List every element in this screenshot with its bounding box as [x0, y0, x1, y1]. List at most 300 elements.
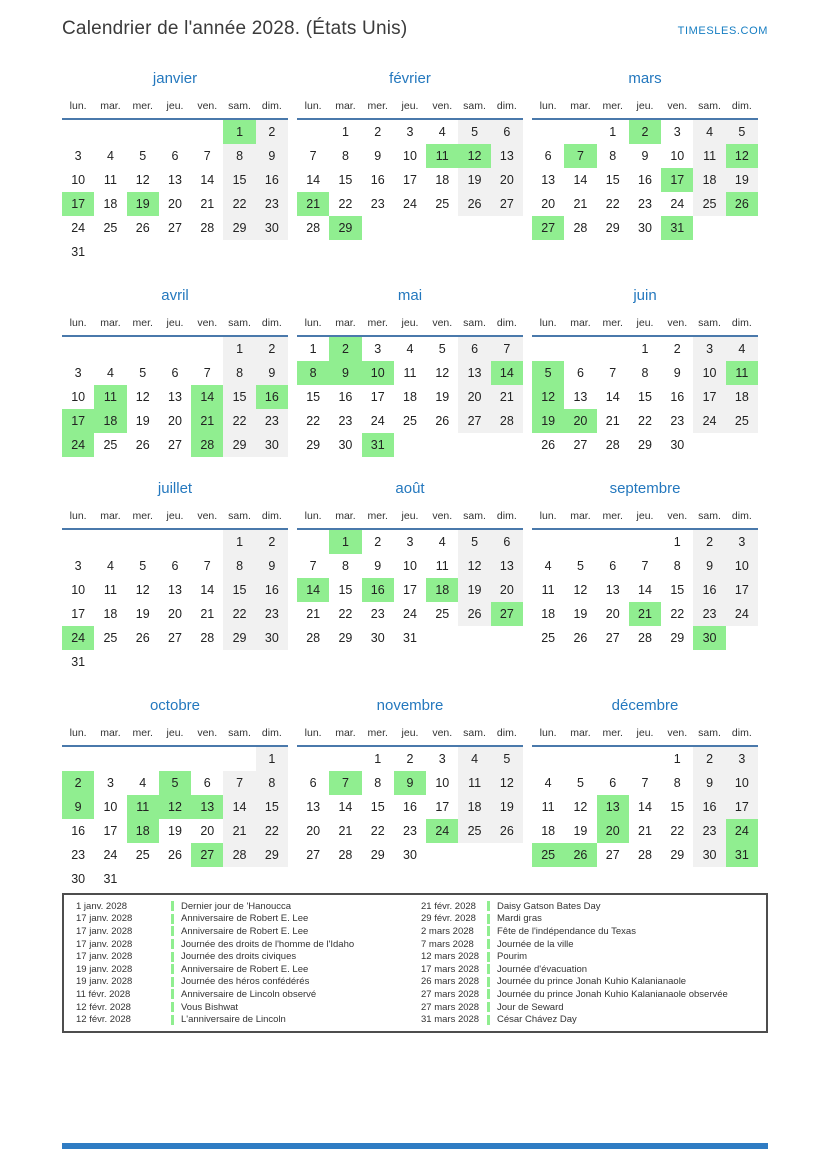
empty-cell — [532, 337, 564, 361]
day-cell: 19 — [135, 607, 150, 621]
day-cell: 23 — [256, 192, 288, 216]
day-cell: 25 — [435, 197, 450, 211]
empty-cell — [564, 337, 596, 361]
day-cell: 12 — [573, 800, 588, 814]
days-grid — [62, 120, 288, 264]
weekday-label: sam. — [463, 317, 486, 329]
weekday-label: sam. — [698, 727, 721, 739]
months-grid — [62, 70, 758, 891]
day-cell: 9 — [256, 144, 288, 168]
day-cell: 2 — [629, 120, 661, 144]
day-cell: 10 — [362, 361, 394, 385]
day-cell: 21 — [638, 824, 652, 838]
day-cell: 7 — [309, 149, 317, 163]
empty-cell — [532, 530, 564, 554]
day-cell: 30 — [71, 872, 86, 886]
day-cell: 24 — [693, 409, 725, 433]
weekday-label: dim. — [731, 100, 752, 112]
weekday-label: ven. — [667, 727, 688, 739]
legend-date: 17 janv. 2028 — [76, 913, 133, 925]
day-cell: 17 — [71, 607, 86, 621]
day-cell: 4 — [544, 559, 552, 573]
month-title: mars — [628, 70, 662, 87]
day-cell: 1 — [641, 342, 649, 356]
legend-row — [70, 925, 415, 938]
day-cell: 5 — [159, 771, 191, 795]
day-cell: 27 — [573, 438, 588, 452]
weekday-label: mar. — [335, 510, 356, 522]
day-cell: 10 — [670, 149, 685, 163]
legend-label: Anniversaire de Robert E. Lee — [181, 963, 309, 975]
day-cell: 7 — [609, 366, 617, 380]
day-cell: 29 — [306, 438, 321, 452]
day-cell: 4 — [458, 747, 490, 771]
day-cell: 29 — [370, 848, 385, 862]
day-cell: 5 — [139, 366, 147, 380]
weekday-label: dim. — [261, 317, 282, 329]
weekday-label: sam. — [698, 317, 721, 329]
day-cell: 5 — [458, 120, 490, 144]
legend-date: 19 janv. 2028 — [76, 976, 133, 988]
day-cell: 29 — [670, 848, 685, 862]
day-cell: 31 — [71, 655, 86, 669]
legend-date: 21 févr. 2028 — [421, 900, 476, 912]
day-cell: 16 — [670, 390, 685, 404]
day-cell: 23 — [403, 824, 417, 838]
weekday-label: ven. — [432, 317, 453, 329]
holiday-tick-icon — [487, 1015, 490, 1025]
day-cell: 16 — [370, 173, 385, 187]
day-cell: 24 — [403, 197, 417, 211]
day-cell: 17 — [726, 578, 758, 602]
weekday-label: lun. — [69, 100, 87, 112]
holiday-tick-icon — [171, 926, 174, 936]
day-cell: 13 — [168, 173, 182, 187]
weekday-label: jeu. — [636, 510, 654, 522]
day-cell: 18 — [458, 795, 490, 819]
weekday-label: jeu. — [401, 317, 419, 329]
weekday-label: mer. — [367, 100, 388, 112]
weekday-label: lun. — [539, 727, 557, 739]
weekday-label: sam. — [463, 100, 486, 112]
day-cell: 14 — [306, 173, 321, 187]
day-cell: 8 — [641, 366, 649, 380]
legend-row — [70, 963, 415, 976]
day-cell: 10 — [403, 559, 417, 573]
day-cell: 13 — [573, 390, 588, 404]
day-cell: 22 — [223, 192, 255, 216]
day-cell: 11 — [127, 795, 159, 819]
day-cell: 21 — [605, 414, 620, 428]
day-cell: 8 — [223, 361, 255, 385]
legend-date: 11 févr. 2028 — [76, 988, 131, 1000]
day-cell: 16 — [256, 168, 288, 192]
day-cell: 19 — [726, 168, 758, 192]
day-cell: 6 — [491, 530, 523, 554]
day-cell: 5 — [139, 559, 147, 573]
day-cell: 6 — [203, 776, 211, 790]
day-cell: 9 — [693, 554, 725, 578]
day-cell: 11 — [458, 771, 490, 795]
legend-label: Dernier jour de 'Hanoucca — [181, 900, 292, 912]
day-cell: 11 — [435, 559, 449, 573]
day-cell: 25 — [726, 409, 758, 433]
empty-cell — [532, 120, 564, 144]
day-cell: 3 — [726, 530, 758, 554]
legend-date: 12 mars 2028 — [421, 951, 480, 963]
day-cell: 21 — [491, 385, 523, 409]
holiday-tick-icon — [171, 939, 174, 949]
legend-label: Journée des droits civiques — [181, 951, 297, 963]
weekday-label: lun. — [69, 317, 87, 329]
weekday-label: jeu. — [401, 727, 419, 739]
day-cell: 20 — [200, 824, 215, 838]
day-cell: 10 — [403, 149, 417, 163]
month-title: janvier — [152, 70, 198, 87]
legend-date: 12 févr. 2028 — [76, 1001, 131, 1013]
day-cell: 28 — [491, 409, 523, 433]
weekday-label: mer. — [367, 317, 388, 329]
weekday-label: sam. — [698, 510, 721, 522]
day-cell: 1 — [223, 120, 255, 144]
day-cell: 27 — [168, 438, 182, 452]
day-cell: 3 — [106, 776, 114, 790]
legend-date: 2 mars 2028 — [421, 925, 474, 937]
empty-cell — [94, 747, 126, 771]
day-cell: 22 — [370, 824, 385, 838]
days-grid — [297, 120, 523, 240]
legend-label: Journée d'évacuation — [497, 963, 588, 975]
day-cell: 13 — [191, 795, 223, 819]
month-mai — [297, 287, 523, 457]
weekday-label: jeu. — [636, 317, 654, 329]
day-cell: 12 — [435, 366, 450, 380]
day-cell: 4 — [544, 776, 552, 790]
day-cell: 20 — [306, 824, 321, 838]
day-cell: 10 — [693, 361, 725, 385]
day-cell: 23 — [693, 602, 725, 626]
day-cell: 27 — [605, 631, 620, 645]
legend-label: Journée de la ville — [497, 938, 574, 950]
weekday-label: dim. — [496, 100, 517, 112]
day-cell: 3 — [406, 125, 414, 139]
day-cell: 18 — [541, 607, 556, 621]
day-cell: 24 — [71, 221, 86, 235]
days-grid — [532, 747, 758, 867]
day-cell: 3 — [74, 559, 82, 573]
day-cell: 26 — [135, 221, 150, 235]
holiday-tick-icon — [487, 964, 490, 974]
day-cell: 30 — [403, 848, 417, 862]
day-cell: 11 — [693, 144, 725, 168]
legend-date: 27 mars 2028 — [421, 988, 480, 1000]
holiday-tick-icon — [171, 901, 174, 911]
month-avril — [62, 287, 288, 457]
weekday-header — [62, 725, 288, 747]
legend-date: 1 janv. 2028 — [76, 900, 128, 912]
day-cell: 15 — [338, 583, 353, 597]
day-cell: 18 — [403, 390, 417, 404]
empty-cell — [159, 747, 191, 771]
day-cell: 10 — [71, 173, 86, 187]
weekday-label: ven. — [432, 727, 453, 739]
month-title: septembre — [609, 480, 681, 497]
day-cell: 9 — [256, 361, 288, 385]
weekday-label: dim. — [261, 727, 282, 739]
day-cell: 13 — [541, 173, 556, 187]
weekday-label: lun. — [539, 317, 557, 329]
day-cell: 4 — [106, 366, 114, 380]
day-cell: 5 — [726, 120, 758, 144]
day-cell: 26 — [573, 631, 588, 645]
legend-date: 29 févr. 2028 — [421, 913, 476, 925]
day-cell: 23 — [256, 409, 288, 433]
holiday-tick-icon — [171, 989, 174, 999]
day-cell: 19 — [435, 390, 450, 404]
day-cell: 20 — [597, 819, 629, 843]
day-cell: 14 — [605, 390, 620, 404]
day-cell: 7 — [223, 771, 255, 795]
legend-date: 17 janv. 2028 — [76, 925, 133, 937]
weekday-label: ven. — [667, 510, 688, 522]
day-cell: 8 — [673, 559, 681, 573]
day-cell: 30 — [670, 438, 685, 452]
day-cell: 14 — [338, 800, 353, 814]
day-cell: 2 — [256, 337, 288, 361]
day-cell: 30 — [693, 843, 725, 867]
weekday-label: mar. — [570, 727, 591, 739]
day-cell: 6 — [576, 366, 584, 380]
day-cell: 2 — [673, 342, 681, 356]
holiday-tick-icon — [487, 926, 490, 936]
month-décembre — [532, 697, 758, 867]
day-cell: 28 — [573, 221, 588, 235]
day-cell: 27 — [168, 221, 182, 235]
day-cell: 3 — [406, 535, 414, 549]
legend-row — [70, 1013, 415, 1026]
day-cell: 11 — [403, 366, 417, 380]
day-cell: 15 — [370, 800, 385, 814]
day-cell: 3 — [726, 747, 758, 771]
day-cell: 12 — [135, 173, 150, 187]
day-cell: 26 — [491, 819, 523, 843]
legend-date: 27 mars 2028 — [421, 1001, 480, 1013]
day-cell: 20 — [168, 414, 182, 428]
day-cell: 18 — [127, 819, 159, 843]
weekday-label: mar. — [100, 100, 121, 112]
day-cell: 22 — [638, 414, 652, 428]
day-cell: 4 — [726, 337, 758, 361]
day-cell: 24 — [103, 848, 118, 862]
day-cell: 31 — [103, 872, 118, 886]
weekday-label: sam. — [698, 100, 721, 112]
day-cell: 6 — [609, 776, 617, 790]
day-cell: 29 — [223, 626, 255, 650]
holiday-tick-icon — [171, 977, 174, 987]
legend-row — [415, 963, 760, 976]
legend-row — [415, 950, 760, 963]
empty-cell — [564, 120, 596, 144]
day-cell: 1 — [256, 747, 288, 771]
empty-cell — [597, 530, 629, 554]
day-cell: 18 — [103, 197, 118, 211]
weekday-label: dim. — [731, 510, 752, 522]
empty-cell — [191, 747, 223, 771]
day-cell: 25 — [103, 631, 118, 645]
day-cell: 7 — [309, 559, 317, 573]
legend-label: Journée des droits de l'homme de l'Idaho — [181, 938, 355, 950]
day-cell: 5 — [576, 776, 584, 790]
day-cell: 23 — [693, 819, 725, 843]
empty-cell — [62, 120, 94, 144]
empty-cell — [297, 530, 329, 554]
day-cell: 11 — [426, 144, 458, 168]
empty-cell — [629, 747, 661, 771]
day-cell: 8 — [297, 361, 329, 385]
day-cell: 31 — [403, 631, 417, 645]
day-cell: 2 — [374, 125, 382, 139]
day-cell: 19 — [573, 824, 588, 838]
site-link[interactable]: TIMESLES.COM — [677, 25, 768, 37]
day-cell: 3 — [74, 149, 82, 163]
day-cell: 29 — [223, 433, 255, 457]
weekday-label: dim. — [261, 100, 282, 112]
day-cell: 11 — [541, 583, 555, 597]
legend-row — [415, 913, 760, 926]
weekday-label: mer. — [602, 317, 623, 329]
empty-cell — [329, 747, 361, 771]
day-cell: 8 — [673, 776, 681, 790]
weekday-label: mar. — [570, 100, 591, 112]
weekday-header — [62, 315, 288, 337]
weekday-label: jeu. — [636, 100, 654, 112]
empty-cell — [127, 747, 159, 771]
weekday-label: lun. — [304, 727, 322, 739]
day-cell: 17 — [661, 168, 693, 192]
month-septembre — [532, 480, 758, 650]
empty-cell — [532, 747, 564, 771]
day-cell: 11 — [726, 361, 758, 385]
page-title: Calendrier de l'année 2028. (États Unis) — [62, 18, 408, 39]
weekday-label: ven. — [432, 510, 453, 522]
day-cell: 9 — [693, 771, 725, 795]
month-juillet — [62, 480, 288, 674]
day-cell: 9 — [641, 149, 649, 163]
day-cell: 7 — [203, 559, 211, 573]
weekday-label: lun. — [304, 100, 322, 112]
day-cell: 23 — [638, 197, 652, 211]
weekday-label: jeu. — [166, 727, 184, 739]
holiday-tick-icon — [171, 914, 174, 924]
empty-cell — [62, 747, 94, 771]
weekday-label: mer. — [602, 510, 623, 522]
day-cell: 19 — [573, 607, 588, 621]
day-cell: 16 — [638, 173, 652, 187]
empty-cell — [94, 120, 126, 144]
weekday-header — [532, 725, 758, 747]
weekday-header — [532, 98, 758, 120]
weekday-label: lun. — [304, 510, 322, 522]
empty-cell — [127, 120, 159, 144]
day-cell: 30 — [693, 626, 725, 650]
month-title: octobre — [149, 697, 201, 714]
day-cell: 12 — [532, 385, 564, 409]
day-cell: 30 — [256, 433, 288, 457]
day-cell: 6 — [458, 337, 490, 361]
day-cell: 18 — [726, 385, 758, 409]
weekday-header — [62, 98, 288, 120]
legend-label: Anniversaire de Lincoln observé — [181, 988, 317, 1000]
day-cell: 28 — [200, 631, 215, 645]
weekday-label: mer. — [132, 727, 153, 739]
holiday-tick-icon — [171, 1002, 174, 1012]
day-cell: 13 — [168, 390, 182, 404]
weekday-header — [297, 725, 523, 747]
weekday-label: mer. — [132, 100, 153, 112]
day-cell: 17 — [435, 800, 450, 814]
month-title: mai — [397, 287, 423, 304]
day-cell: 6 — [544, 149, 552, 163]
day-cell: 22 — [256, 819, 288, 843]
empty-cell — [62, 337, 94, 361]
day-cell: 24 — [726, 819, 758, 843]
day-cell: 13 — [168, 583, 182, 597]
day-cell: 6 — [609, 559, 617, 573]
empty-cell — [159, 337, 191, 361]
day-cell: 20 — [491, 578, 523, 602]
day-cell: 29 — [256, 843, 288, 867]
month-title: août — [395, 480, 425, 497]
legend-row — [70, 988, 415, 1001]
day-cell: 20 — [605, 607, 620, 621]
day-cell: 26 — [135, 438, 150, 452]
day-cell: 30 — [338, 438, 353, 452]
day-cell: 29 — [329, 216, 361, 240]
day-cell: 17 — [103, 824, 118, 838]
day-cell: 29 — [223, 216, 255, 240]
weekday-label: mer. — [602, 727, 623, 739]
days-grid — [532, 120, 758, 240]
legend-row — [70, 950, 415, 963]
day-cell: 22 — [338, 607, 353, 621]
day-cell: 15 — [223, 385, 255, 409]
holiday-tick-icon — [487, 952, 490, 962]
day-cell: 1 — [673, 535, 681, 549]
legend-date: 17 janv. 2028 — [76, 938, 133, 950]
legend-label: Pourim — [497, 951, 528, 963]
day-cell: 29 — [638, 438, 652, 452]
day-cell: 27 — [168, 631, 182, 645]
day-cell: 12 — [726, 144, 758, 168]
day-cell: 12 — [458, 554, 490, 578]
day-cell: 8 — [223, 554, 255, 578]
legend-row — [415, 988, 760, 1001]
day-cell: 13 — [458, 361, 490, 385]
empty-cell — [127, 337, 159, 361]
weekday-label: mar. — [100, 727, 121, 739]
day-cell: 2 — [62, 771, 94, 795]
day-cell: 28 — [338, 848, 353, 862]
day-cell: 20 — [564, 409, 596, 433]
month-janvier — [62, 70, 288, 264]
day-cell: 3 — [693, 337, 725, 361]
day-cell: 14 — [200, 583, 215, 597]
day-cell: 25 — [403, 414, 417, 428]
day-cell: 23 — [71, 848, 86, 862]
day-cell: 14 — [573, 173, 588, 187]
day-cell: 15 — [638, 390, 652, 404]
day-cell: 8 — [374, 776, 382, 790]
